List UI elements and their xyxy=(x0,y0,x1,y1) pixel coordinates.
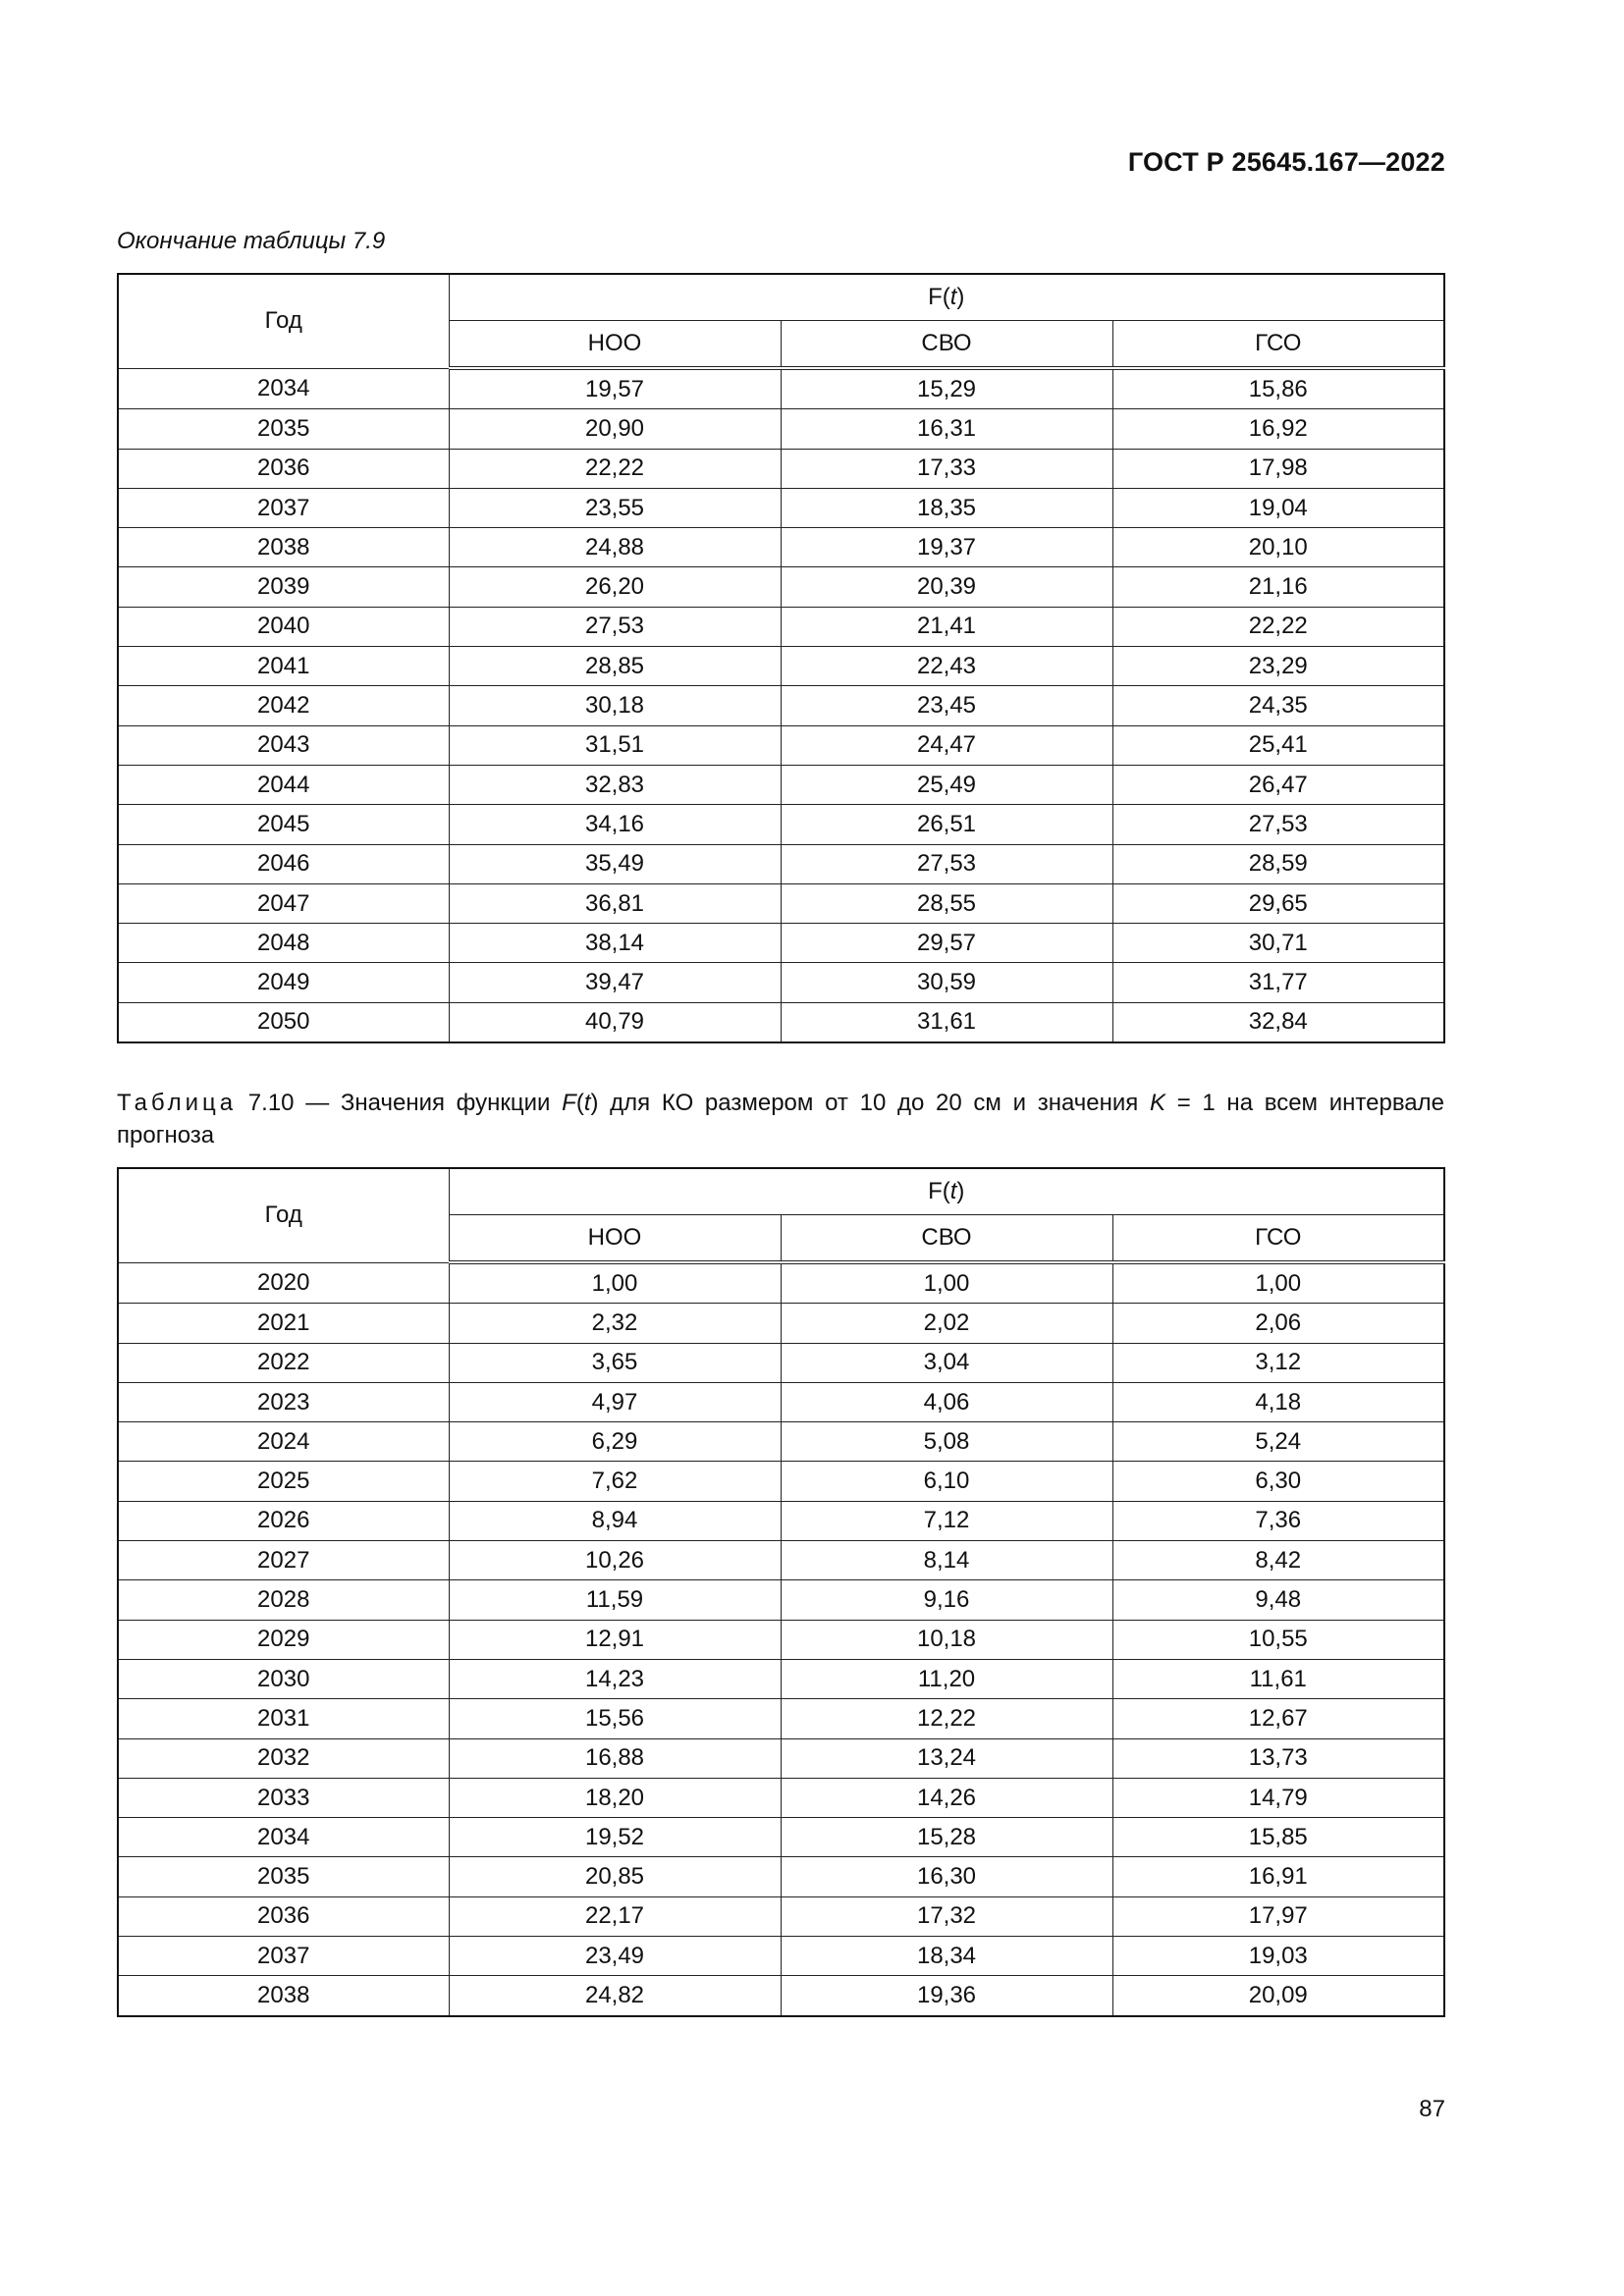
year-cell: 2039 xyxy=(118,567,449,607)
value-cell: 6,30 xyxy=(1112,1462,1444,1501)
table-7-10 xyxy=(117,1167,1445,2017)
year-cell: 2041 xyxy=(118,647,449,686)
table-row xyxy=(118,368,1444,409)
value-cell: 19,36 xyxy=(781,1976,1112,2016)
year-cell: 2050 xyxy=(118,1002,449,1042)
value-cell: 11,59 xyxy=(449,1580,781,1620)
year-cell: 2029 xyxy=(118,1620,449,1659)
value-cell: 12,22 xyxy=(781,1699,1112,1738)
page-number: 87 xyxy=(1419,2096,1445,2122)
year-cell: 2042 xyxy=(118,686,449,725)
column-header-svo: СВО xyxy=(781,1215,1112,1263)
table-row xyxy=(118,1937,1444,1976)
year-cell: 2035 xyxy=(118,1857,449,1896)
value-cell: 7,62 xyxy=(449,1462,781,1501)
value-cell: 18,20 xyxy=(449,1778,781,1817)
value-cell: 9,48 xyxy=(1112,1580,1444,1620)
year-cell: 2040 xyxy=(118,607,449,646)
table-row xyxy=(118,1580,1444,1620)
value-cell: 19,57 xyxy=(449,368,781,409)
table-row xyxy=(118,528,1444,567)
column-header-gso: ГСО xyxy=(1112,321,1444,369)
year-cell: 2045 xyxy=(118,805,449,844)
value-cell: 16,30 xyxy=(781,1857,1112,1896)
value-cell: 27,53 xyxy=(1112,805,1444,844)
value-cell: 20,10 xyxy=(1112,528,1444,567)
table-row xyxy=(118,1382,1444,1421)
table-row xyxy=(118,1818,1444,1857)
table-7-9-end xyxy=(117,273,1445,1043)
year-cell: 2033 xyxy=(118,1778,449,1817)
year-header: Год xyxy=(118,274,449,368)
year-cell: 2027 xyxy=(118,1541,449,1580)
value-cell: 20,09 xyxy=(1112,1976,1444,2016)
value-cell: 16,88 xyxy=(449,1738,781,1778)
value-cell: 25,49 xyxy=(781,765,1112,804)
value-cell: 4,97 xyxy=(449,1382,781,1421)
value-cell: 24,88 xyxy=(449,528,781,567)
value-cell: 32,83 xyxy=(449,765,781,804)
value-cell: 28,59 xyxy=(1112,844,1444,883)
value-cell: 24,82 xyxy=(449,1976,781,2016)
value-cell: 22,17 xyxy=(449,1896,781,1936)
value-cell: 1,00 xyxy=(781,1262,1112,1304)
year-cell: 2034 xyxy=(118,1818,449,1857)
value-cell: 20,90 xyxy=(449,409,781,449)
year-header: Год xyxy=(118,1168,449,1262)
value-cell: 17,97 xyxy=(1112,1896,1444,1936)
value-cell: 4,18 xyxy=(1112,1382,1444,1421)
year-cell: 2043 xyxy=(118,725,449,765)
year-cell: 2032 xyxy=(118,1738,449,1778)
year-cell: 2030 xyxy=(118,1659,449,1698)
value-cell: 27,53 xyxy=(449,607,781,646)
table-row xyxy=(118,844,1444,883)
value-cell: 17,98 xyxy=(1112,449,1444,488)
year-cell: 2047 xyxy=(118,883,449,923)
value-cell: 4,06 xyxy=(781,1382,1112,1421)
column-header-noo: НОО xyxy=(449,1215,781,1263)
function-group-header: F(t) xyxy=(449,1168,1444,1215)
value-cell: 31,51 xyxy=(449,725,781,765)
value-cell: 5,08 xyxy=(781,1422,1112,1462)
value-cell: 19,52 xyxy=(449,1818,781,1857)
value-cell: 15,29 xyxy=(781,368,1112,409)
value-cell: 17,33 xyxy=(781,449,1112,488)
value-cell: 5,24 xyxy=(1112,1422,1444,1462)
value-cell: 7,12 xyxy=(781,1501,1112,1540)
value-cell: 30,18 xyxy=(449,686,781,725)
table-row xyxy=(118,1262,1444,1304)
table-row xyxy=(118,1699,1444,1738)
table-row xyxy=(118,725,1444,765)
year-cell: 2031 xyxy=(118,1699,449,1738)
value-cell: 26,51 xyxy=(781,805,1112,844)
year-cell: 2038 xyxy=(118,1976,449,2016)
year-cell: 2022 xyxy=(118,1343,449,1382)
value-cell: 31,77 xyxy=(1112,963,1444,1002)
year-cell: 2038 xyxy=(118,528,449,567)
value-cell: 28,85 xyxy=(449,647,781,686)
value-cell: 8,14 xyxy=(781,1541,1112,1580)
value-cell: 36,81 xyxy=(449,883,781,923)
value-cell: 8,42 xyxy=(1112,1541,1444,1580)
value-cell: 31,61 xyxy=(781,1002,1112,1042)
value-cell: 29,57 xyxy=(781,924,1112,963)
year-cell: 2037 xyxy=(118,488,449,527)
table-row xyxy=(118,883,1444,923)
value-cell: 6,29 xyxy=(449,1422,781,1462)
value-cell: 9,16 xyxy=(781,1580,1112,1620)
value-cell: 10,26 xyxy=(449,1541,781,1580)
table-row xyxy=(118,924,1444,963)
table-row xyxy=(118,765,1444,804)
value-cell: 19,03 xyxy=(1112,1937,1444,1976)
value-cell: 16,31 xyxy=(781,409,1112,449)
value-cell: 7,36 xyxy=(1112,1501,1444,1540)
function-group-header: F(t) xyxy=(449,274,1444,321)
value-cell: 10,55 xyxy=(1112,1620,1444,1659)
year-cell: 2028 xyxy=(118,1580,449,1620)
value-cell: 11,61 xyxy=(1112,1659,1444,1698)
table-row xyxy=(118,1659,1444,1698)
table-row xyxy=(118,1422,1444,1462)
value-cell: 21,41 xyxy=(781,607,1112,646)
value-cell: 23,55 xyxy=(449,488,781,527)
value-cell: 22,22 xyxy=(449,449,781,488)
value-cell: 6,10 xyxy=(781,1462,1112,1501)
value-cell: 1,00 xyxy=(1112,1262,1444,1304)
value-cell: 18,35 xyxy=(781,488,1112,527)
value-cell: 18,34 xyxy=(781,1937,1112,1976)
value-cell: 12,67 xyxy=(1112,1699,1444,1738)
value-cell: 26,47 xyxy=(1112,765,1444,804)
table-continuation-caption: Окончание таблицы 7.9 xyxy=(117,228,386,254)
table-7-10-caption: Таблица 7.10 — Значения функции F(t) для КО размером от 10 до 20 см и значения K = 1 на всем интервале прогноза xyxy=(117,1090,1445,1148)
value-cell: 22,43 xyxy=(781,647,1112,686)
value-cell: 30,59 xyxy=(781,963,1112,1002)
value-cell: 13,24 xyxy=(781,1738,1112,1778)
table-row xyxy=(118,1002,1444,1042)
value-cell: 24,35 xyxy=(1112,686,1444,725)
value-cell: 13,73 xyxy=(1112,1738,1444,1778)
value-cell: 16,92 xyxy=(1112,409,1444,449)
table-row xyxy=(118,1541,1444,1580)
table-row xyxy=(118,963,1444,1002)
year-cell: 2049 xyxy=(118,963,449,1002)
table-row xyxy=(118,1976,1444,2016)
column-header-gso: ГСО xyxy=(1112,1215,1444,1263)
table-row xyxy=(118,1501,1444,1540)
year-cell: 2035 xyxy=(118,409,449,449)
table-row xyxy=(118,1620,1444,1659)
value-cell: 25,41 xyxy=(1112,725,1444,765)
year-cell: 2020 xyxy=(118,1262,449,1304)
table-row xyxy=(118,647,1444,686)
value-cell: 40,79 xyxy=(449,1002,781,1042)
year-cell: 2021 xyxy=(118,1304,449,1343)
table-row xyxy=(118,409,1444,449)
table-row xyxy=(118,1343,1444,1382)
value-cell: 1,00 xyxy=(449,1262,781,1304)
column-header-noo: НОО xyxy=(449,321,781,369)
table-row xyxy=(118,1896,1444,1936)
value-cell: 3,04 xyxy=(781,1343,1112,1382)
value-cell: 19,37 xyxy=(781,528,1112,567)
value-cell: 39,47 xyxy=(449,963,781,1002)
value-cell: 2,32 xyxy=(449,1304,781,1343)
value-cell: 21,16 xyxy=(1112,567,1444,607)
year-cell: 2023 xyxy=(118,1382,449,1421)
value-cell: 2,06 xyxy=(1112,1304,1444,1343)
value-cell: 15,56 xyxy=(449,1699,781,1738)
value-cell: 14,26 xyxy=(781,1778,1112,1817)
table-row xyxy=(118,1778,1444,1817)
year-cell: 2036 xyxy=(118,449,449,488)
year-cell: 2024 xyxy=(118,1422,449,1462)
value-cell: 15,85 xyxy=(1112,1818,1444,1857)
value-cell: 15,28 xyxy=(781,1818,1112,1857)
year-cell: 2044 xyxy=(118,765,449,804)
value-cell: 20,85 xyxy=(449,1857,781,1896)
table-row xyxy=(118,449,1444,488)
year-cell: 2046 xyxy=(118,844,449,883)
value-cell: 23,29 xyxy=(1112,647,1444,686)
column-header-svo: СВО xyxy=(781,321,1112,369)
table-row xyxy=(118,488,1444,527)
table-row xyxy=(118,1304,1444,1343)
table-row xyxy=(118,607,1444,646)
value-cell: 29,65 xyxy=(1112,883,1444,923)
value-cell: 38,14 xyxy=(449,924,781,963)
table-row xyxy=(118,686,1444,725)
value-cell: 23,45 xyxy=(781,686,1112,725)
value-cell: 30,71 xyxy=(1112,924,1444,963)
value-cell: 8,94 xyxy=(449,1501,781,1540)
value-cell: 24,47 xyxy=(781,725,1112,765)
value-cell: 14,79 xyxy=(1112,1778,1444,1817)
table-row xyxy=(118,1462,1444,1501)
value-cell: 3,12 xyxy=(1112,1343,1444,1382)
value-cell: 34,16 xyxy=(449,805,781,844)
year-cell: 2034 xyxy=(118,368,449,409)
document-code: ГОСТ Р 25645.167—2022 xyxy=(1127,147,1445,177)
year-cell: 2025 xyxy=(118,1462,449,1501)
table-row xyxy=(118,1857,1444,1896)
year-cell: 2048 xyxy=(118,924,449,963)
value-cell: 22,22 xyxy=(1112,607,1444,646)
value-cell: 14,23 xyxy=(449,1659,781,1698)
year-cell: 2036 xyxy=(118,1896,449,1936)
value-cell: 16,91 xyxy=(1112,1857,1444,1896)
table-row xyxy=(118,805,1444,844)
value-cell: 23,49 xyxy=(449,1937,781,1976)
value-cell: 2,02 xyxy=(781,1304,1112,1343)
value-cell: 19,04 xyxy=(1112,488,1444,527)
value-cell: 20,39 xyxy=(781,567,1112,607)
value-cell: 32,84 xyxy=(1112,1002,1444,1042)
value-cell: 26,20 xyxy=(449,567,781,607)
table-row xyxy=(118,567,1444,607)
year-cell: 2026 xyxy=(118,1501,449,1540)
value-cell: 12,91 xyxy=(449,1620,781,1659)
year-cell: 2037 xyxy=(118,1937,449,1976)
value-cell: 11,20 xyxy=(781,1659,1112,1698)
value-cell: 15,86 xyxy=(1112,368,1444,409)
value-cell: 28,55 xyxy=(781,883,1112,923)
value-cell: 10,18 xyxy=(781,1620,1112,1659)
value-cell: 35,49 xyxy=(449,844,781,883)
value-cell: 17,32 xyxy=(781,1896,1112,1936)
value-cell: 27,53 xyxy=(781,844,1112,883)
table-row xyxy=(118,1738,1444,1778)
value-cell: 3,65 xyxy=(449,1343,781,1382)
